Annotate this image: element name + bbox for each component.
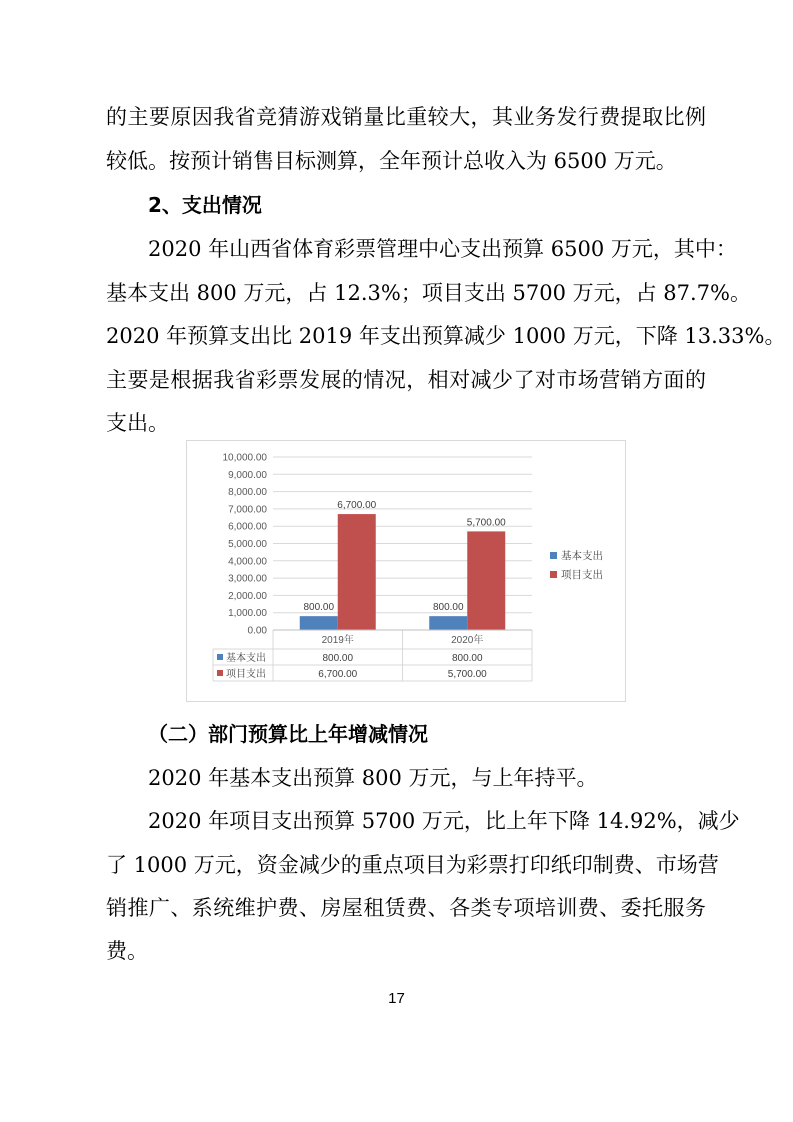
table-legend-swatch — [217, 670, 223, 676]
section-heading-expenditure: 2、支出情况 — [148, 193, 262, 217]
table-cell-value: 6,700.00 — [318, 669, 358, 680]
legend-swatch — [550, 552, 557, 559]
table-cell-value: 800.00 — [322, 653, 354, 664]
table-cell-value: 800.00 — [451, 653, 483, 664]
text-line: 支出。 — [106, 411, 169, 435]
text-line: 2020 年基本支出预算 800 万元，与上年持平。 — [148, 766, 598, 790]
table-series-name: 基本支出 — [226, 653, 266, 664]
legend-label: 基本支出 — [561, 550, 603, 562]
chart-canvas — [187, 441, 625, 701]
text-line: 了 1000 万元，资金减少的重点项目为彩票打印纸印制费、市场营 — [106, 853, 719, 877]
text-line: 费。 — [106, 939, 148, 963]
text-line: 较低。按预计销售目标测算，全年预计总收入为 6500 万元。 — [106, 149, 677, 173]
table-cell-value: 5,700.00 — [447, 669, 487, 680]
expenditure-bar-chart — [186, 440, 626, 702]
bar-basic-1 — [429, 616, 467, 630]
x-category-label: 2019年 — [321, 635, 354, 646]
bar-basic-0 — [300, 616, 338, 630]
section-heading-budget-change: （二）部门预算比上年增减情况 — [148, 722, 428, 746]
y-tick-label: 4,000.00 — [228, 556, 267, 568]
y-tick-label: 8,000.00 — [228, 487, 267, 499]
text-line: 2020 年预算支出比 2019 年支出预算减少 1000 万元，下降 13.33%。 — [106, 324, 786, 348]
bar-project-1 — [467, 531, 505, 630]
text-line: 主要是根据我省彩票发展的情况，相对减少了对市场营销方面的 — [106, 368, 706, 392]
table-legend-swatch — [217, 654, 223, 660]
page-number: 17 — [388, 990, 405, 1007]
text-line: 基本支出 800 万元，占 12.3%；项目支出 5700 万元，占 87.7%。 — [106, 281, 751, 305]
text-line: 2020 年项目支出预算 5700 万元，比上年下降 14.92%，减少 — [148, 809, 740, 833]
table-series-name: 项目支出 — [226, 669, 266, 680]
y-tick-label: 10,000.00 — [222, 452, 267, 464]
bar-data-label: 5,700.00 — [466, 517, 506, 529]
y-tick-label: 6,000.00 — [228, 521, 267, 533]
legend-label: 项目支出 — [561, 569, 603, 581]
y-tick-label: 3,000.00 — [228, 573, 267, 585]
y-tick-label: 1,000.00 — [228, 608, 267, 620]
y-tick-label: 9,000.00 — [228, 469, 267, 481]
y-tick-label: 2,000.00 — [228, 590, 267, 602]
y-tick-label: 5,000.00 — [228, 539, 267, 550]
legend-swatch — [550, 571, 557, 578]
y-tick-label: 7,000.00 — [228, 504, 267, 516]
y-tick-label: 0.00 — [247, 625, 267, 637]
text-line: 销推广、系统维护费、房屋租赁费、各类专项培训费、委托服务 — [106, 896, 706, 920]
bar-project-0 — [338, 514, 376, 630]
text-line: 2020 年山西省体育彩票管理中心支出预算 6500 万元，其中： — [148, 237, 737, 261]
bar-data-label: 800.00 — [432, 602, 464, 614]
text-line: 的主要原因我省竞猜游戏销量比重较大，其业务发行费提取比例 — [106, 105, 706, 129]
x-category-label: 2020年 — [451, 635, 484, 646]
bar-data-label: 6,700.00 — [337, 500, 377, 512]
bar-data-label: 800.00 — [303, 602, 335, 614]
